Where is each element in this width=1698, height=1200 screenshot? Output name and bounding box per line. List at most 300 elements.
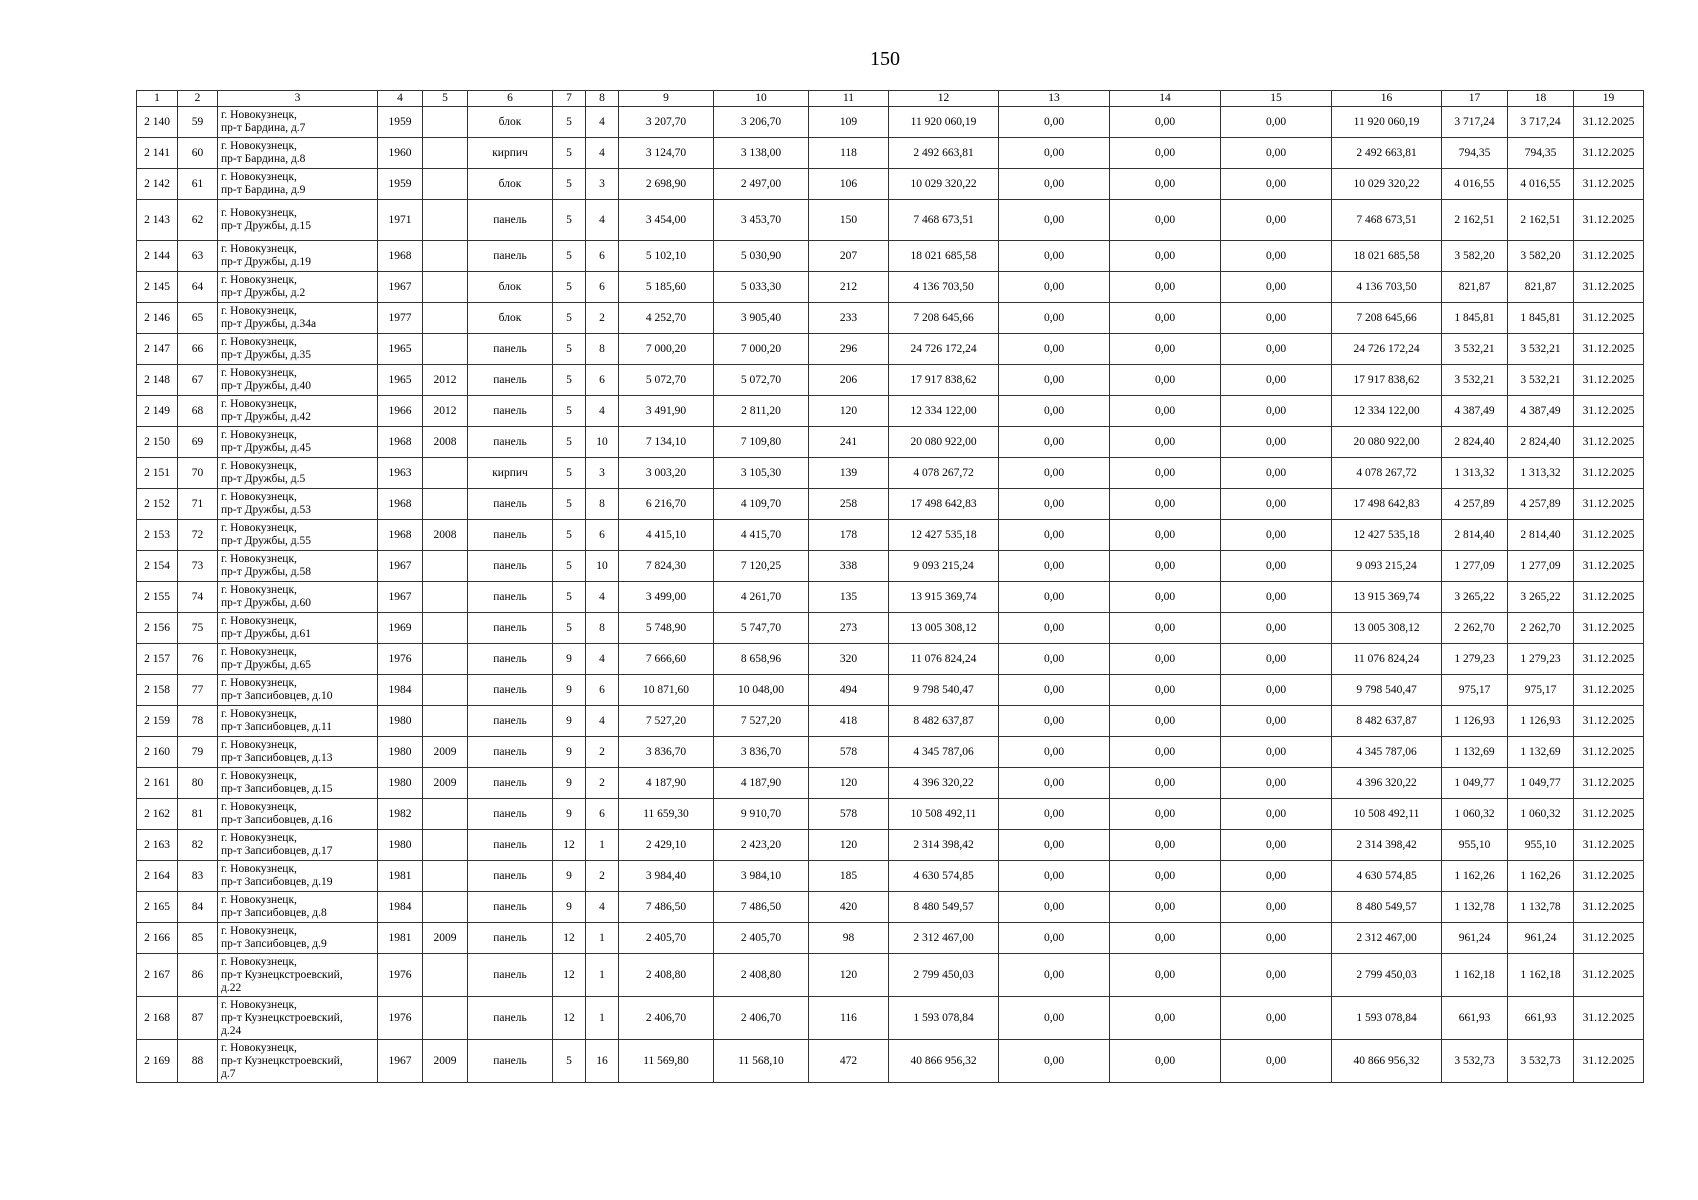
- address-cell: [218, 138, 378, 169]
- cell-col-10: 3 105,30: [714, 458, 809, 489]
- address-city: г. Новокузнецк,: [221, 243, 297, 255]
- cell-col-13: 0,00: [999, 272, 1110, 303]
- cell-col-11: 106: [809, 169, 889, 200]
- address-street: пр-т Кузнецкстроевский,: [221, 968, 343, 981]
- cell-col-10: 7 486,50: [714, 892, 809, 923]
- cell-col-19: 31.12.2025: [1574, 830, 1644, 861]
- cell-col-8: 6: [586, 365, 619, 396]
- cell-col-19: 31.12.2025: [1574, 458, 1644, 489]
- cell-col-17: 3 582,20: [1442, 241, 1508, 272]
- address-city: г. Новокузнецк,: [221, 109, 297, 121]
- cell-col-7: 9: [553, 644, 586, 675]
- cell-col-16: 17 498 642,83: [1332, 489, 1442, 520]
- cell-col-14: 0,00: [1110, 272, 1221, 303]
- cell-col-15: 0,00: [1221, 799, 1332, 830]
- cell-col-16: 4 136 703,50: [1332, 272, 1442, 303]
- cell-col-14: 0,00: [1110, 520, 1221, 551]
- cell-col-12: 20 080 922,00: [889, 427, 999, 458]
- cell-col-15: 0,00: [1221, 458, 1332, 489]
- column-header-5: 5: [423, 91, 468, 107]
- cell-col-8: 4: [586, 892, 619, 923]
- cell-col-5: [423, 830, 468, 861]
- cell-col-17: 1 049,77: [1442, 768, 1508, 799]
- address-cell: [218, 334, 378, 365]
- cell-col-19: 31.12.2025: [1574, 107, 1644, 138]
- cell-col-15: 0,00: [1221, 997, 1332, 1040]
- cell-col-15: 0,00: [1221, 427, 1332, 458]
- cell-col-12: 10 508 492,11: [889, 799, 999, 830]
- cell-col-1: 2 164: [137, 861, 178, 892]
- cell-col-18: 1 162,26: [1508, 861, 1574, 892]
- cell-col-6: панель: [468, 923, 553, 954]
- cell-col-9: 7 824,30: [619, 551, 714, 582]
- column-header-17: 17: [1442, 91, 1508, 107]
- cell-col-10: 5 747,70: [714, 613, 809, 644]
- address-cell: [218, 520, 378, 551]
- cell-col-14: 0,00: [1110, 997, 1221, 1040]
- cell-col-8: 8: [586, 613, 619, 644]
- cell-col-18: 1 132,69: [1508, 737, 1574, 768]
- cell-col-15: 0,00: [1221, 303, 1332, 334]
- cell-col-8: 1: [586, 830, 619, 861]
- table-row: [137, 427, 1644, 458]
- cell-col-9: 10 871,60: [619, 675, 714, 706]
- cell-col-18: 2 824,40: [1508, 427, 1574, 458]
- cell-col-14: 0,00: [1110, 768, 1221, 799]
- cell-col-15: 0,00: [1221, 272, 1332, 303]
- cell-col-17: 1 845,81: [1442, 303, 1508, 334]
- cell-col-10: 11 568,10: [714, 1040, 809, 1083]
- cell-col-19: 31.12.2025: [1574, 138, 1644, 169]
- table-row: [137, 799, 1644, 830]
- address-street: пр-т Запсибовцев, д.9: [221, 938, 327, 950]
- cell-col-13: 0,00: [999, 427, 1110, 458]
- cell-col-1: 2 147: [137, 334, 178, 365]
- cell-col-10: 3 905,40: [714, 303, 809, 334]
- address-city: г. Новокузнецк,: [221, 491, 297, 503]
- cell-col-18: 975,17: [1508, 675, 1574, 706]
- cell-col-16: 2 799 450,03: [1332, 954, 1442, 997]
- page-number: 150: [870, 48, 900, 70]
- column-header-6: 6: [468, 91, 553, 107]
- cell-col-6: панель: [468, 737, 553, 768]
- address-cell: [218, 200, 378, 241]
- cell-col-5: [423, 861, 468, 892]
- cell-col-2: 81: [178, 799, 218, 830]
- table-row: [137, 107, 1644, 138]
- address-city: г. Новокузнецк,: [221, 429, 297, 441]
- cell-col-6: панель: [468, 613, 553, 644]
- cell-col-9: 2 405,70: [619, 923, 714, 954]
- address-city: г. Новокузнецк,: [221, 894, 297, 906]
- cell-col-16: 8 480 549,57: [1332, 892, 1442, 923]
- cell-col-10: 4 415,70: [714, 520, 809, 551]
- cell-col-6: панель: [468, 830, 553, 861]
- cell-col-8: 2: [586, 737, 619, 768]
- cell-col-11: 118: [809, 138, 889, 169]
- cell-col-1: 2 158: [137, 675, 178, 706]
- cell-col-9: 7 134,10: [619, 427, 714, 458]
- address-cell: [218, 303, 378, 334]
- cell-col-5: 2008: [423, 427, 468, 458]
- cell-col-10: 5 072,70: [714, 365, 809, 396]
- cell-col-13: 0,00: [999, 396, 1110, 427]
- cell-col-17: 2 814,40: [1442, 520, 1508, 551]
- column-header-9: 9: [619, 91, 714, 107]
- cell-col-14: 0,00: [1110, 923, 1221, 954]
- cell-col-8: 8: [586, 489, 619, 520]
- cell-col-8: 3: [586, 458, 619, 489]
- cell-col-14: 0,00: [1110, 241, 1221, 272]
- cell-col-6: панель: [468, 644, 553, 675]
- cell-col-11: 212: [809, 272, 889, 303]
- cell-col-12: 4 078 267,72: [889, 458, 999, 489]
- cell-col-18: 2 814,40: [1508, 520, 1574, 551]
- table-row: [137, 200, 1644, 241]
- cell-col-6: панель: [468, 365, 553, 396]
- cell-col-2: 79: [178, 737, 218, 768]
- address-city: г. Новокузнецк,: [221, 925, 297, 937]
- cell-col-7: 5: [553, 489, 586, 520]
- cell-col-4: 1984: [378, 892, 423, 923]
- cell-col-17: 3 532,21: [1442, 334, 1508, 365]
- cell-col-19: 31.12.2025: [1574, 396, 1644, 427]
- cell-col-18: 1 126,93: [1508, 706, 1574, 737]
- cell-col-5: [423, 799, 468, 830]
- cell-col-15: 0,00: [1221, 107, 1332, 138]
- cell-col-16: 40 866 956,32: [1332, 1040, 1442, 1083]
- table-row: [137, 1040, 1644, 1083]
- cell-col-13: 0,00: [999, 675, 1110, 706]
- table-row: [137, 458, 1644, 489]
- cell-col-12: 2 314 398,42: [889, 830, 999, 861]
- cell-col-8: 6: [586, 799, 619, 830]
- cell-col-1: 2 148: [137, 365, 178, 396]
- cell-col-13: 0,00: [999, 520, 1110, 551]
- cell-col-17: 2 262,70: [1442, 613, 1508, 644]
- cell-col-7: 5: [553, 458, 586, 489]
- cell-col-13: 0,00: [999, 768, 1110, 799]
- cell-col-6: панель: [468, 489, 553, 520]
- address-city: г. Новокузнецк,: [221, 207, 297, 219]
- cell-col-4: 1960: [378, 138, 423, 169]
- column-header-16: 16: [1332, 91, 1442, 107]
- cell-col-6: панель: [468, 892, 553, 923]
- cell-col-9: 6 216,70: [619, 489, 714, 520]
- cell-col-19: 31.12.2025: [1574, 334, 1644, 365]
- cell-col-17: 1 162,26: [1442, 861, 1508, 892]
- cell-col-13: 0,00: [999, 861, 1110, 892]
- cell-col-13: 0,00: [999, 303, 1110, 334]
- cell-col-13: 0,00: [999, 138, 1110, 169]
- cell-col-14: 0,00: [1110, 706, 1221, 737]
- cell-col-7: 12: [553, 830, 586, 861]
- cell-col-15: 0,00: [1221, 613, 1332, 644]
- cell-col-9: 5 102,10: [619, 241, 714, 272]
- cell-col-14: 0,00: [1110, 334, 1221, 365]
- cell-col-16: 12 334 122,00: [1332, 396, 1442, 427]
- cell-col-13: 0,00: [999, 365, 1110, 396]
- cell-col-14: 0,00: [1110, 799, 1221, 830]
- address-city: г. Новокузнецк,: [221, 171, 297, 183]
- address-street: пр-т Дружбы, д.5: [221, 473, 306, 485]
- cell-col-13: 0,00: [999, 830, 1110, 861]
- cell-col-15: 0,00: [1221, 892, 1332, 923]
- address-street: пр-т Дружбы, д.58: [221, 566, 312, 578]
- cell-col-6: блок: [468, 303, 553, 334]
- address-street: пр-т Запсибовцев, д.13: [221, 752, 333, 764]
- address-street: пр-т Дружбы, д.61: [221, 628, 312, 640]
- cell-col-19: 31.12.2025: [1574, 551, 1644, 582]
- cell-col-9: 11 569,80: [619, 1040, 714, 1083]
- cell-col-15: 0,00: [1221, 706, 1332, 737]
- address-street: пр-т Запсибовцев, д.16: [221, 814, 333, 826]
- address-street: пр-т Дружбы, д.60: [221, 597, 312, 609]
- cell-col-19: 31.12.2025: [1574, 768, 1644, 799]
- cell-col-2: 73: [178, 551, 218, 582]
- cell-col-5: 2009: [423, 737, 468, 768]
- column-header-4: 4: [378, 91, 423, 107]
- cell-col-15: 0,00: [1221, 365, 1332, 396]
- cell-col-16: 9 093 215,24: [1332, 551, 1442, 582]
- cell-col-12: 9 798 540,47: [889, 675, 999, 706]
- cell-col-17: 975,17: [1442, 675, 1508, 706]
- column-header-7: 7: [553, 91, 586, 107]
- cell-col-17: 821,87: [1442, 272, 1508, 303]
- cell-col-18: 1 049,77: [1508, 768, 1574, 799]
- cell-col-10: 3 138,00: [714, 138, 809, 169]
- cell-col-4: 1968: [378, 241, 423, 272]
- table-row: [137, 520, 1644, 551]
- address-city: г. Новокузнецк,: [221, 584, 297, 596]
- cell-col-14: 0,00: [1110, 675, 1221, 706]
- cell-col-6: панель: [468, 954, 553, 997]
- cell-col-2: 67: [178, 365, 218, 396]
- cell-col-19: 31.12.2025: [1574, 954, 1644, 997]
- cell-col-4: 1959: [378, 107, 423, 138]
- header-row: [137, 91, 1644, 107]
- cell-col-14: 0,00: [1110, 489, 1221, 520]
- cell-col-17: 3 532,73: [1442, 1040, 1508, 1083]
- cell-col-5: [423, 954, 468, 997]
- cell-col-2: 76: [178, 644, 218, 675]
- cell-col-13: 0,00: [999, 613, 1110, 644]
- cell-col-4: 1963: [378, 458, 423, 489]
- cell-col-19: 31.12.2025: [1574, 644, 1644, 675]
- cell-col-4: 1980: [378, 830, 423, 861]
- address-street: пр-т Дружбы, д.35: [221, 349, 312, 361]
- address-city: г. Новокузнецк,: [221, 832, 297, 844]
- cell-col-18: 794,35: [1508, 138, 1574, 169]
- cell-col-1: 2 145: [137, 272, 178, 303]
- cell-col-17: 3 265,22: [1442, 582, 1508, 613]
- address-cell: [218, 861, 378, 892]
- cell-col-19: 31.12.2025: [1574, 169, 1644, 200]
- cell-col-7: 5: [553, 613, 586, 644]
- cell-col-5: [423, 107, 468, 138]
- cell-col-1: 2 156: [137, 613, 178, 644]
- address-city: г. Новокузнецк,: [221, 274, 297, 286]
- cell-col-13: 0,00: [999, 107, 1110, 138]
- cell-col-4: 1968: [378, 520, 423, 551]
- cell-col-13: 0,00: [999, 892, 1110, 923]
- address-cell: [218, 768, 378, 799]
- cell-col-15: 0,00: [1221, 861, 1332, 892]
- cell-col-17: 1 060,32: [1442, 799, 1508, 830]
- address-cell: [218, 644, 378, 675]
- cell-col-4: 1968: [378, 489, 423, 520]
- column-header-15: 15: [1221, 91, 1332, 107]
- cell-col-6: блок: [468, 272, 553, 303]
- cell-col-11: 233: [809, 303, 889, 334]
- address-cell: [218, 799, 378, 830]
- table-row: [137, 737, 1644, 768]
- cell-col-9: 7 000,20: [619, 334, 714, 365]
- cell-col-1: 2 144: [137, 241, 178, 272]
- cell-col-1: 2 166: [137, 923, 178, 954]
- cell-col-16: 18 021 685,58: [1332, 241, 1442, 272]
- cell-col-14: 0,00: [1110, 892, 1221, 923]
- cell-col-6: панель: [468, 334, 553, 365]
- cell-col-18: 3 582,20: [1508, 241, 1574, 272]
- cell-col-19: 31.12.2025: [1574, 365, 1644, 396]
- cell-col-13: 0,00: [999, 241, 1110, 272]
- cell-col-19: 31.12.2025: [1574, 799, 1644, 830]
- cell-col-4: 1982: [378, 799, 423, 830]
- address-city: г. Новокузнецк,: [221, 367, 297, 379]
- cell-col-10: 7 109,80: [714, 427, 809, 458]
- cell-col-1: 2 167: [137, 954, 178, 997]
- cell-col-2: 82: [178, 830, 218, 861]
- cell-col-2: 72: [178, 520, 218, 551]
- cell-col-9: 7 527,20: [619, 706, 714, 737]
- cell-col-11: 578: [809, 799, 889, 830]
- address-cell: [218, 241, 378, 272]
- cell-col-15: 0,00: [1221, 551, 1332, 582]
- cell-col-12: 2 799 450,03: [889, 954, 999, 997]
- address-city: г. Новокузнецк,: [221, 460, 297, 472]
- cell-col-10: 4 109,70: [714, 489, 809, 520]
- table-row: [137, 272, 1644, 303]
- cell-col-17: 794,35: [1442, 138, 1508, 169]
- cell-col-13: 0,00: [999, 997, 1110, 1040]
- cell-col-12: 8 482 637,87: [889, 706, 999, 737]
- cell-col-15: 0,00: [1221, 200, 1332, 241]
- cell-col-4: 1980: [378, 768, 423, 799]
- cell-col-1: 2 155: [137, 582, 178, 613]
- cell-col-18: 1 845,81: [1508, 303, 1574, 334]
- cell-col-11: 120: [809, 396, 889, 427]
- address-city: г. Новокузнецк,: [221, 708, 297, 720]
- address-extra: д.24: [221, 1024, 242, 1037]
- cell-col-5: 2008: [423, 520, 468, 551]
- cell-col-4: 1976: [378, 954, 423, 997]
- cell-col-19: 31.12.2025: [1574, 241, 1644, 272]
- cell-col-19: 31.12.2025: [1574, 675, 1644, 706]
- cell-col-8: 8: [586, 334, 619, 365]
- cell-col-14: 0,00: [1110, 200, 1221, 241]
- cell-col-14: 0,00: [1110, 830, 1221, 861]
- table-row: [137, 138, 1644, 169]
- cell-col-16: 11 920 060,19: [1332, 107, 1442, 138]
- cell-col-19: 31.12.2025: [1574, 613, 1644, 644]
- table-row: [137, 613, 1644, 644]
- cell-col-16: 2 492 663,81: [1332, 138, 1442, 169]
- cell-col-2: 71: [178, 489, 218, 520]
- cell-col-13: 0,00: [999, 582, 1110, 613]
- cell-col-2: 88: [178, 1040, 218, 1083]
- address-street: пр-т Бардина, д.9: [221, 184, 306, 196]
- cell-col-11: 109: [809, 107, 889, 138]
- cell-col-4: 1981: [378, 923, 423, 954]
- table-row: [137, 644, 1644, 675]
- cell-col-14: 0,00: [1110, 138, 1221, 169]
- cell-col-7: 5: [553, 334, 586, 365]
- cell-col-5: 2009: [423, 768, 468, 799]
- table-row: [137, 997, 1644, 1040]
- cell-col-15: 0,00: [1221, 675, 1332, 706]
- cell-col-18: 3 717,24: [1508, 107, 1574, 138]
- cell-col-11: 120: [809, 830, 889, 861]
- address-cell: [218, 997, 378, 1040]
- cell-col-2: 69: [178, 427, 218, 458]
- cell-col-12: 8 480 549,57: [889, 892, 999, 923]
- cell-col-11: 206: [809, 365, 889, 396]
- cell-col-7: 9: [553, 799, 586, 830]
- address-cell: [218, 1040, 378, 1083]
- cell-col-2: 64: [178, 272, 218, 303]
- cell-col-15: 0,00: [1221, 138, 1332, 169]
- cell-col-9: 2 698,90: [619, 169, 714, 200]
- cell-col-2: 86: [178, 954, 218, 997]
- cell-col-7: 9: [553, 737, 586, 768]
- column-header-12: 12: [889, 91, 999, 107]
- column-header-11: 11: [809, 91, 889, 107]
- cell-col-2: 63: [178, 241, 218, 272]
- table-row: [137, 768, 1644, 799]
- cell-col-5: 2012: [423, 365, 468, 396]
- cell-col-1: 2 146: [137, 303, 178, 334]
- cell-col-13: 0,00: [999, 706, 1110, 737]
- cell-col-19: 31.12.2025: [1574, 489, 1644, 520]
- cell-col-6: панель: [468, 1040, 553, 1083]
- cell-col-13: 0,00: [999, 489, 1110, 520]
- cell-col-12: 4 136 703,50: [889, 272, 999, 303]
- cell-col-4: 1967: [378, 272, 423, 303]
- cell-col-17: 3 717,24: [1442, 107, 1508, 138]
- cell-col-6: панель: [468, 520, 553, 551]
- cell-col-5: [423, 551, 468, 582]
- address-cell: [218, 892, 378, 923]
- cell-col-9: 3 124,70: [619, 138, 714, 169]
- cell-col-16: 2 314 398,42: [1332, 830, 1442, 861]
- cell-col-12: 12 427 535,18: [889, 520, 999, 551]
- cell-col-11: 578: [809, 737, 889, 768]
- cell-col-16: 4 630 574,85: [1332, 861, 1442, 892]
- table-row: [137, 923, 1644, 954]
- cell-col-7: 12: [553, 997, 586, 1040]
- cell-col-10: 2 408,80: [714, 954, 809, 997]
- cell-col-8: 4: [586, 706, 619, 737]
- cell-col-8: 16: [586, 1040, 619, 1083]
- table-row: [137, 582, 1644, 613]
- cell-col-4: 1980: [378, 706, 423, 737]
- column-header-14: 14: [1110, 91, 1221, 107]
- cell-col-2: 60: [178, 138, 218, 169]
- cell-col-14: 0,00: [1110, 458, 1221, 489]
- address-city: г. Новокузнецк,: [221, 398, 297, 410]
- address-street: пр-т Дружбы, д.53: [221, 504, 312, 516]
